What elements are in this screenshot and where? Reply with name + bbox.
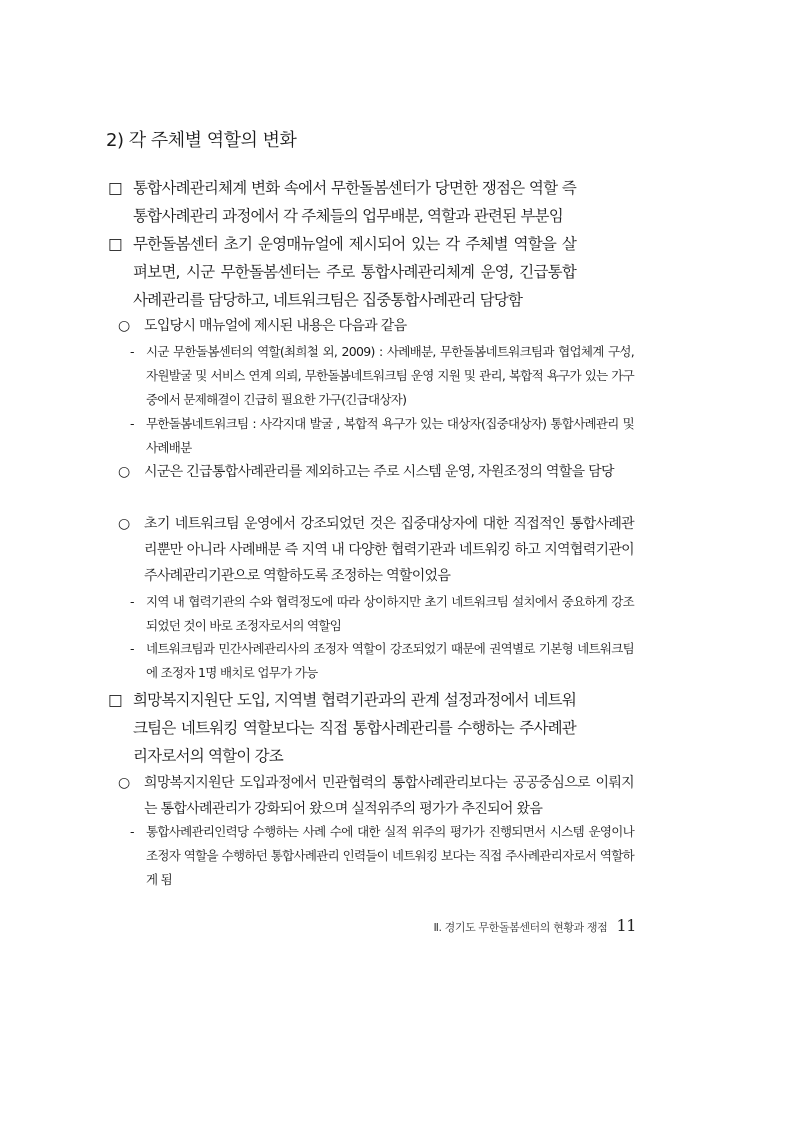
chapter-title: Ⅱ. 경기도 무한돌봄센터의 현황과 쟁점 [433, 921, 608, 934]
dash-bullet-item [130, 412, 634, 460]
circle-bullet-icon: ○ [118, 775, 130, 791]
circle-bullet-icon: ○ [118, 464, 130, 480]
circle-bullet-item [118, 511, 634, 589]
dash-bullet-item [130, 590, 634, 638]
item-text: 네트워크팀과 민간사례관리사의 조정자 역할이 강조되었기 때문에 권역별로 기본형 네트워크팀에 조정자 1명 배치로 업무가 가능 [146, 641, 634, 680]
item-text: 통합사례관리체계 변화 속에서 무한돌봄센터가 당면한 쟁점은 역할 즉 통합사례관리 과정에서 각 주체들의 업무배분, 역할과 관련된 부분임 [133, 179, 576, 225]
square-bullet-item [108, 230, 576, 314]
circle-bullet-item [118, 770, 634, 822]
dash-bullet-icon: - [130, 824, 134, 839]
circle-bullet-item [118, 313, 634, 339]
item-text: 희망복지지원단 도입과정에서 민관협력의 통합사례관리보다는 공공중심으로 이뤄지는 통합사례관리가 강화되어 왔으며 실적위주의 평가가 추진되어 왔음 [144, 775, 634, 817]
item-text: 시군 무한돌봄센터의 역할(최희철 외, 2009) : 사례배분, 무한돌봄네트워크팀과 협업체계 구성, 자원발굴 및 서비스 연계 의뢰, 무한돌봄네트워크팀 운영 지원 및 관리, 복합적 욕구가 있는 가구 중에서 문제해결이 긴급히 필요한 가구(긴급대상자) [146, 344, 634, 407]
square-bullet-item [108, 686, 576, 770]
item-text: 무한돌봄센터 초기 운영매뉴얼에 제시되어 있는 각 주체별 역할을 살펴보면, 시군 무한돌봄센터는 주로 통합사례관리체계 운영, 긴급통합사례관리를 담당하고, 네트워크팀은 집중통합사례관리 담당함 [133, 235, 576, 309]
square-bullet-icon: □ [108, 691, 122, 709]
item-text: 희망복지지원단 도입, 지역별 협력기관과의 관계 설정과정에서 네트워크팀은 네트워킹 역할보다는 직접 통합사례관리를 수행하는 주사례관리자로서의 역할이 강조 [133, 691, 576, 765]
item-text: 지역 내 협력기관의 수와 협력정도에 따라 상이하지만 초기 네트워크팀 설치에서 중요하게 강조되었던 것이 바로 조정자로서의 역할임 [146, 594, 634, 633]
item-text: 초기 네트워크팀 운영에서 강조되었던 것은 집중대상자에 대한 직접적인 통합사례관리뿐만 아니라 사례배분 즉 지역 내 다양한 협력기관과 네트워킹 하고 지역협력기관이 주사례관리기관으로 역할하도록 조정하는 역할이었음 [144, 516, 634, 584]
circle-bullet-icon: ○ [118, 516, 130, 532]
item-text: 통합사례관리인력당 수행하는 사례 수에 대한 실적 위주의 평가가 진행되면서 시스템 운영이나 조정자 역할을 수행하던 통합사례관리 인력들이 네트워킹 보다는 직접 주사례관리자로서 역할하게 됨 [146, 824, 634, 887]
section-heading: 2) 각 주체별 역할의 변화 [106, 130, 297, 151]
page-number: 11 [616, 916, 636, 935]
dash-bullet-icon: - [130, 416, 134, 431]
dash-bullet-item [130, 820, 634, 892]
dash-bullet-icon: - [130, 594, 134, 609]
circle-bullet-icon: ○ [118, 318, 130, 334]
item-text: 도입당시 매뉴얼에 제시된 내용은 다음과 같음 [144, 318, 407, 334]
item-text: 시군은 긴급통합사례관리를 제외하고는 주로 시스템 운영, 자원조정의 역할을 담당 [144, 464, 614, 480]
item-text: 무한돌봄네트워크팀 : 사각지대 발굴 , 복합적 욕구가 있는 대상자(집중대상자) 통합사례관리 및 사례배분 [146, 416, 634, 455]
square-bullet-icon: □ [108, 179, 122, 197]
square-bullet-item [108, 174, 576, 230]
circle-bullet-item [118, 459, 634, 485]
square-bullet-icon: □ [108, 235, 122, 253]
dash-bullet-item [130, 637, 634, 685]
page-footer [404, 916, 636, 935]
dash-bullet-icon: - [130, 641, 134, 656]
dash-bullet-icon: - [130, 344, 134, 359]
dash-bullet-item [130, 340, 634, 412]
